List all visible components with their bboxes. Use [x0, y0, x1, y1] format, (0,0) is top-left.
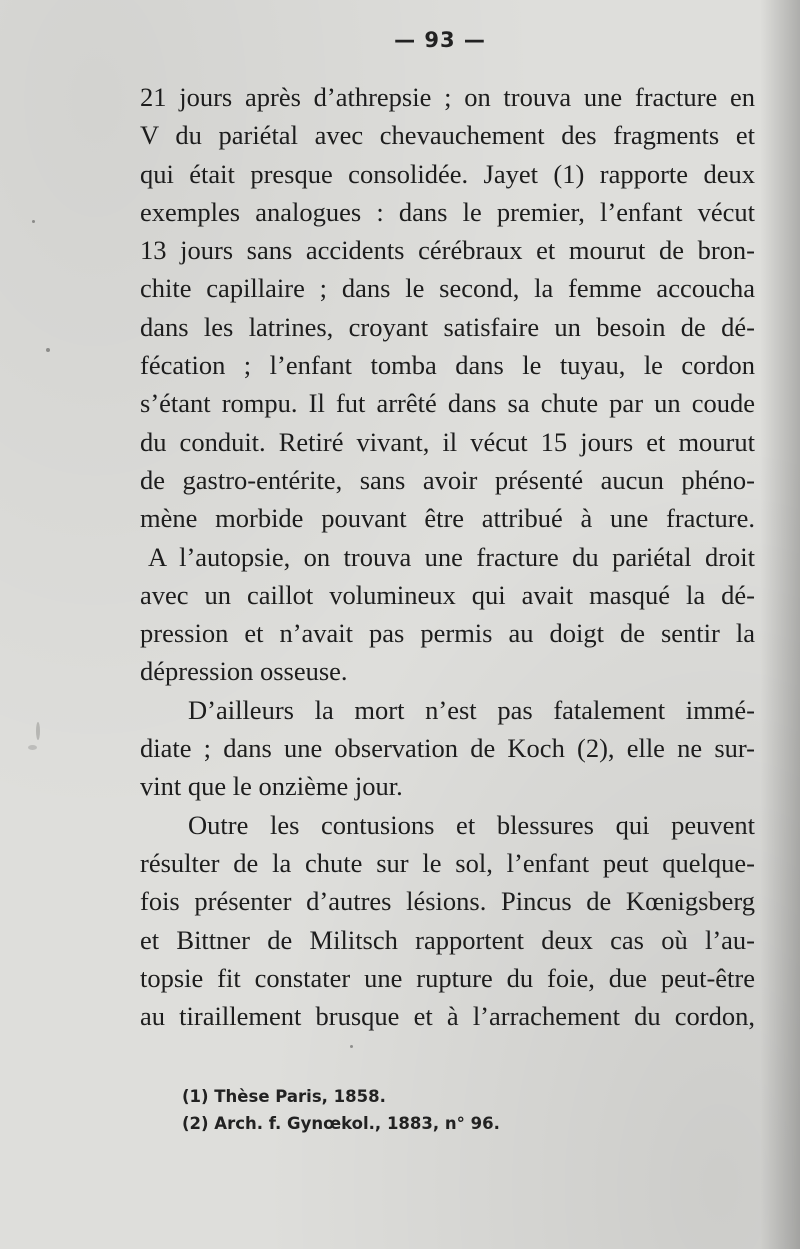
text-line: et Bittner de Militsch rapportent deux cas où l’au-: [140, 924, 755, 955]
text-line: exemples analogues : dans le premier, l’enfant vécut: [140, 196, 755, 227]
text-line: mène morbide pouvant être attribué à une fracture.: [140, 503, 755, 534]
text-line: diate ; dans une observation de Koch (2), elle ne sur-: [140, 733, 755, 764]
page-edge-shadow: [760, 0, 800, 1249]
text-line: 13 jours sans accidents cérébraux et mourut de bron-: [140, 235, 755, 266]
text-line: fois présenter d’autres lésions. Pincus de Kœnigsberg: [140, 886, 755, 917]
scan-speck: [350, 1045, 353, 1048]
footnotes: [182, 1083, 500, 1137]
text-line: qui était presque consolidée. Jayet (1) rapporte deux: [140, 158, 755, 189]
text-line: fécation ; l’enfant tomba dans le tuyau, le cordon: [140, 350, 755, 381]
text-line: avec un caillot volumineux qui avait masqué la dé-: [140, 579, 755, 610]
footnote: (2) Arch. f. Gynœkol., 1883, n° 96.: [182, 1114, 500, 1133]
text-line: du conduit. Retiré vivant, il vécut 15 jours et mourut: [140, 426, 755, 457]
page-number: — 93 —: [394, 28, 486, 52]
text-line: au tiraillement brusque et à l’arrachement du cordon,: [140, 1001, 755, 1032]
text-line: V du pariétal avec chevauchement des fragments et: [140, 120, 755, 151]
scan-speck: [28, 745, 37, 750]
text-line: Outre les contusions et blessures qui peuvent: [188, 809, 755, 840]
text-line: 21 jours après d’athrepsie ; on trouva une fracture en: [140, 82, 755, 112]
text-line: s’étant rompu. Il fut arrêté dans sa chute par un coude: [140, 388, 755, 419]
footnote: (1) Thèse Paris, 1858.: [182, 1087, 386, 1106]
text-line: D’ailleurs la mort n’est pas fatalement immé-: [188, 694, 755, 725]
scan-speck: [32, 220, 35, 223]
text-line: de gastro-entérite, sans avoir présenté aucun phéno-: [140, 464, 755, 495]
text-line: résulter de la chute sur le sol, l’enfant peut quelque-: [140, 847, 755, 878]
text-line: vint que le onzième jour.: [140, 771, 403, 802]
scan-speck: [36, 722, 40, 740]
text-line: chite capillaire ; dans le second, la femme accoucha: [140, 273, 755, 304]
text-line: pression et n’avait pas permis au doigt de sentir la: [140, 618, 755, 649]
scan-speck: [46, 348, 50, 352]
text-line: dans les latrines, croyant satisfaire un besoin de dé-: [140, 311, 755, 342]
body-text: [140, 78, 755, 1035]
text-line: A l’autopsie, on trouva une fracture du pariétal droit: [148, 541, 755, 572]
text-line: dépression osseuse.: [140, 656, 348, 687]
text-line: topsie fit constater une rupture du foie, due peut-être: [140, 962, 755, 993]
